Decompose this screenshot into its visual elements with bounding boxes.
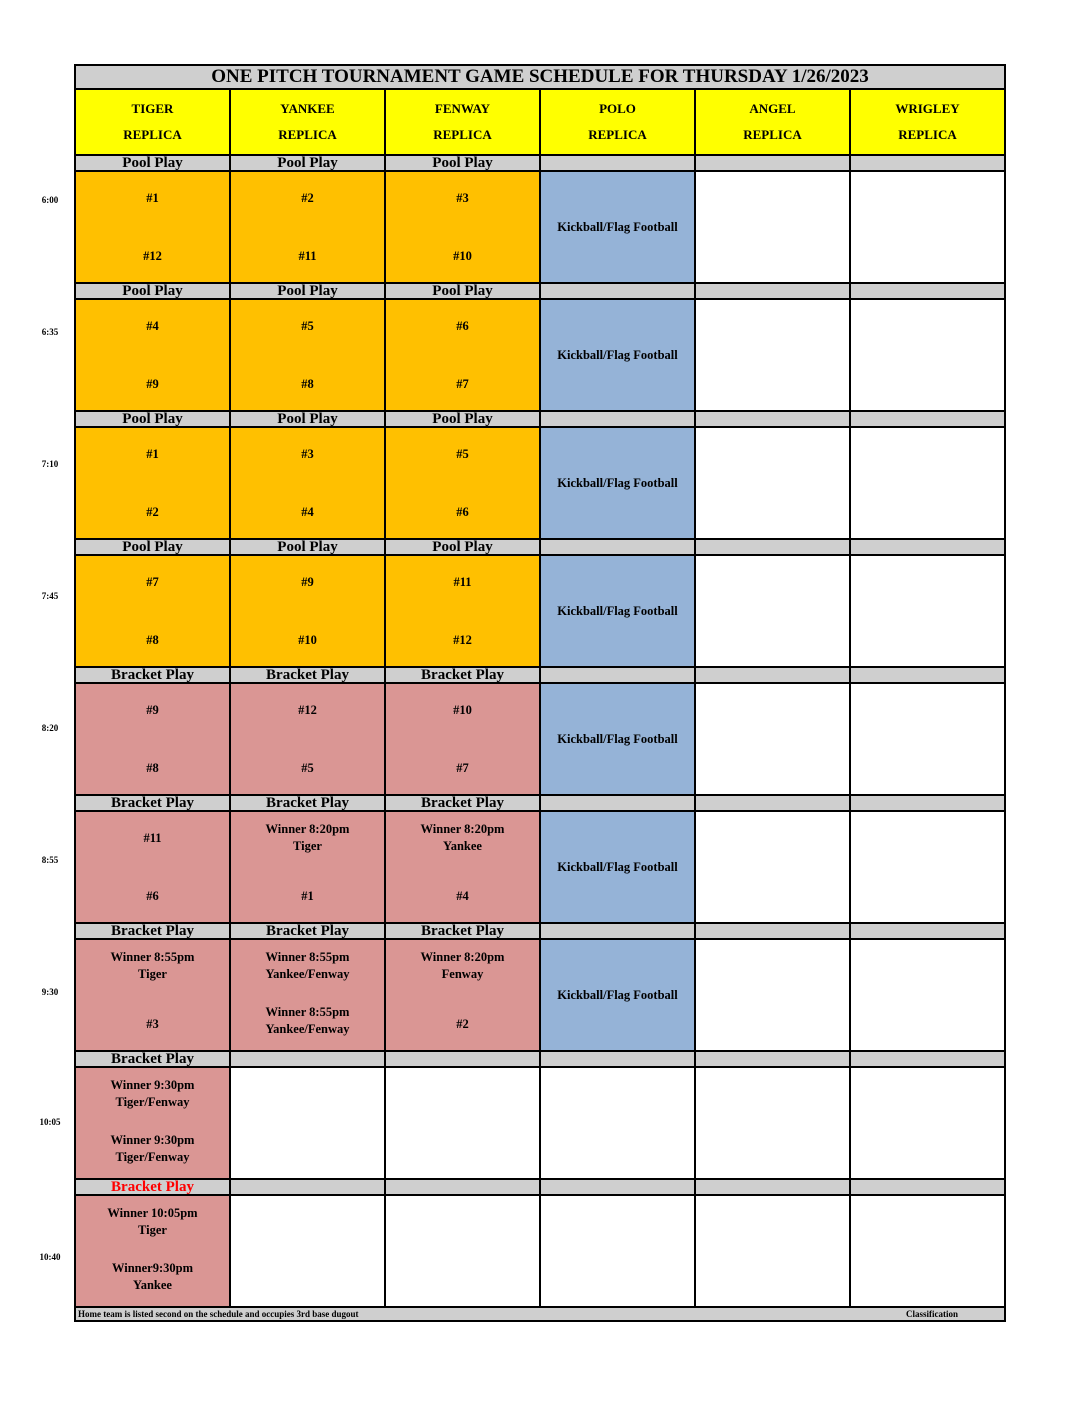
play-type-label — [540, 539, 695, 555]
team-line: Winner9:30pm — [111, 1261, 194, 1275]
team-line: Tiger — [138, 1223, 167, 1237]
time-label: 7:10 — [41, 459, 59, 469]
empty-cell — [695, 1067, 850, 1179]
team-away — [388, 190, 537, 207]
play-type-label — [695, 1051, 850, 1067]
team-line: #12 — [298, 703, 317, 717]
field-type: REPLICA — [278, 127, 337, 142]
play-type-label — [540, 923, 695, 939]
team-line: #6 — [456, 319, 469, 333]
team-home — [233, 376, 382, 393]
kickball-cell: Kickball/Flag Football — [540, 683, 695, 795]
play-type-label: Bracket Play — [75, 795, 230, 811]
empty-cell — [230, 1195, 385, 1307]
field-name: TIGER — [131, 101, 174, 116]
slot-game-row — [75, 683, 1005, 795]
team-away — [78, 574, 227, 591]
kickball-cell: Kickball/Flag Football — [540, 811, 695, 923]
empty-cell — [695, 427, 850, 539]
play-type-label: Pool Play — [230, 539, 385, 555]
team-line: #6 — [456, 505, 469, 519]
field-header-angel — [695, 89, 850, 155]
game-cell — [75, 1067, 230, 1179]
team-away — [233, 318, 382, 335]
play-type-label — [850, 539, 1005, 555]
team-away — [78, 1205, 227, 1239]
play-type-label: Bracket Play — [385, 923, 540, 939]
play-type-label: Bracket Play — [230, 667, 385, 683]
empty-cell — [850, 427, 1005, 539]
team-line: Winner 8:55pm — [265, 950, 350, 964]
empty-cell — [385, 1067, 540, 1179]
play-type-label — [850, 923, 1005, 939]
team-line: #8 — [146, 633, 159, 647]
team-line: #5 — [301, 319, 314, 333]
team-home — [388, 376, 537, 393]
slot-label-row — [75, 795, 1005, 811]
game-cell — [75, 939, 230, 1051]
slot-label-row — [75, 283, 1005, 299]
team-home — [78, 632, 227, 649]
team-away — [233, 190, 382, 207]
team-line: #7 — [456, 761, 469, 775]
play-type-label — [540, 155, 695, 171]
team-line: #7 — [146, 575, 159, 589]
field-type: REPLICA — [123, 127, 182, 142]
time-slots — [75, 155, 1005, 1307]
team-line: #2 — [146, 505, 159, 519]
team-line: #2 — [301, 191, 314, 205]
team-line: #8 — [301, 377, 314, 391]
team-away — [78, 190, 227, 207]
team-line: #3 — [301, 447, 314, 461]
team-home — [233, 888, 382, 905]
play-type-label — [540, 1179, 695, 1195]
play-type-label — [850, 1051, 1005, 1067]
play-type-label — [850, 283, 1005, 299]
play-type-label — [385, 1051, 540, 1067]
team-home — [78, 888, 227, 905]
play-type-label — [540, 283, 695, 299]
team-line: #1 — [146, 447, 159, 461]
field-name: FENWAY — [434, 101, 491, 116]
game-cell — [75, 427, 230, 539]
empty-cell — [695, 1195, 850, 1307]
play-type-label: Bracket Play — [75, 1051, 230, 1067]
field-header-polo — [540, 89, 695, 155]
team-line: Tiger — [138, 967, 167, 981]
empty-cell — [850, 939, 1005, 1051]
empty-cell — [850, 555, 1005, 667]
field-type: REPLICA — [898, 127, 957, 142]
field-name: WRIGLEY — [895, 101, 960, 116]
team-away — [78, 702, 227, 719]
team-line: #12 — [453, 633, 472, 647]
team-away — [78, 830, 227, 847]
game-cell — [385, 299, 540, 411]
field-type: REPLICA — [743, 127, 802, 142]
schedule-title: ONE PITCH TOURNAMENT GAME SCHEDULE FOR THURSDAY 1/26/2023 — [75, 65, 1005, 89]
team-home — [78, 504, 227, 521]
team-line: #11 — [143, 831, 162, 845]
team-line: Winner 9:30pm — [110, 1133, 195, 1147]
team-away — [78, 318, 227, 335]
play-type-label — [850, 1179, 1005, 1195]
team-away — [78, 446, 227, 463]
team-line: #6 — [146, 889, 159, 903]
game-cell — [385, 939, 540, 1051]
footer-classification: Classification — [906, 1308, 959, 1319]
team-line: Winner 8:20pm — [420, 950, 505, 964]
team-home — [388, 760, 537, 777]
empty-cell — [850, 1195, 1005, 1307]
game-cell — [385, 171, 540, 283]
game-cell — [230, 555, 385, 667]
play-type-label: Pool Play — [385, 411, 540, 427]
field-type: REPLICA — [588, 127, 647, 142]
play-type-label — [540, 795, 695, 811]
team-line: Winner 8:20pm — [265, 822, 350, 836]
team-line: #5 — [456, 447, 469, 461]
time-label: 9:30 — [41, 987, 59, 997]
empty-cell — [850, 683, 1005, 795]
team-line: #5 — [301, 761, 314, 775]
play-type-label — [695, 283, 850, 299]
play-type-label: Bracket Play — [75, 667, 230, 683]
team-line: #9 — [146, 377, 159, 391]
footer — [75, 1307, 1005, 1321]
play-type-label — [540, 411, 695, 427]
time-label: 10:05 — [39, 1117, 61, 1127]
kickball-cell: Kickball/Flag Football — [540, 299, 695, 411]
slot-label-row — [75, 411, 1005, 427]
team-line: Yankee/Fenway — [265, 967, 350, 981]
game-cell — [230, 299, 385, 411]
empty-cell — [230, 1067, 385, 1179]
empty-cell — [695, 683, 850, 795]
team-line: Winner 8:55pm — [110, 950, 195, 964]
game-cell — [385, 555, 540, 667]
empty-cell — [850, 171, 1005, 283]
game-cell — [75, 555, 230, 667]
slot-label-row — [75, 539, 1005, 555]
team-home — [78, 760, 227, 777]
team-line: Winner 10:05pm — [107, 1206, 198, 1220]
team-away — [78, 949, 227, 983]
team-home — [78, 1016, 227, 1033]
play-type-label: Pool Play — [75, 539, 230, 555]
game-cell — [385, 427, 540, 539]
field-header-tiger — [75, 89, 230, 155]
empty-cell — [695, 939, 850, 1051]
field-type: REPLICA — [433, 127, 492, 142]
field-name: POLO — [599, 101, 636, 116]
game-cell — [230, 683, 385, 795]
team-line: #11 — [453, 575, 472, 589]
team-home — [388, 248, 537, 265]
play-type-label: Bracket Play — [75, 923, 230, 939]
play-type-label: Pool Play — [230, 155, 385, 171]
field-header-fenway — [385, 89, 540, 155]
time-label: 8:55 — [41, 855, 59, 865]
team-line: #10 — [453, 703, 472, 717]
team-line: #4 — [301, 505, 314, 519]
team-line: #1 — [146, 191, 159, 205]
team-line: #3 — [456, 191, 469, 205]
kickball-cell: Kickball/Flag Football — [540, 171, 695, 283]
field-name: ANGEL — [749, 101, 796, 116]
team-line: Tiger/Fenway — [115, 1150, 190, 1164]
team-line: #8 — [146, 761, 159, 775]
play-type-label — [540, 667, 695, 683]
slot-label-row — [75, 923, 1005, 939]
team-home — [78, 1132, 227, 1166]
time-label: 7:45 — [41, 591, 59, 601]
team-away — [233, 446, 382, 463]
play-type-label — [850, 155, 1005, 171]
time-label: 6:35 — [41, 327, 59, 337]
play-type-label: Pool Play — [385, 283, 540, 299]
slot-game-row — [75, 299, 1005, 411]
play-type-label: Bracket Play — [230, 795, 385, 811]
game-cell — [75, 1195, 230, 1307]
team-line: #4 — [146, 319, 159, 333]
play-type-label: Pool Play — [75, 411, 230, 427]
team-away — [388, 446, 537, 463]
team-home — [78, 248, 227, 265]
play-type-label: Bracket Play — [385, 795, 540, 811]
slot-label-row — [75, 1051, 1005, 1067]
play-type-label — [230, 1179, 385, 1195]
slot-game-row — [75, 939, 1005, 1051]
game-cell — [385, 811, 540, 923]
play-type-label: Bracket Play — [230, 923, 385, 939]
footer-note: Home team is listed second on the schedule and occupies 3rd base dugout — [78, 1308, 359, 1319]
team-home — [388, 888, 537, 905]
team-home — [388, 504, 537, 521]
play-type-label — [695, 795, 850, 811]
play-type-label: Pool Play — [230, 411, 385, 427]
game-cell — [385, 683, 540, 795]
team-home — [233, 248, 382, 265]
team-line: Tiger — [293, 839, 322, 853]
team-home — [233, 1004, 382, 1038]
team-line: #9 — [146, 703, 159, 717]
team-away — [388, 821, 537, 855]
team-line: #3 — [146, 1017, 159, 1031]
team-away — [388, 949, 537, 983]
play-type-label — [850, 795, 1005, 811]
slot-label-row — [75, 155, 1005, 171]
team-line: #1 — [301, 889, 314, 903]
team-line: #7 — [456, 377, 469, 391]
slot-game-row — [75, 1067, 1005, 1179]
kickball-cell: Kickball/Flag Football — [540, 939, 695, 1051]
team-away — [388, 574, 537, 591]
play-type-label — [695, 1179, 850, 1195]
team-away — [233, 574, 382, 591]
team-home — [388, 1016, 537, 1033]
empty-cell — [385, 1195, 540, 1307]
slot-label-row — [75, 1179, 1005, 1195]
team-line: Fenway — [441, 967, 484, 981]
play-type-label — [695, 667, 850, 683]
empty-cell — [540, 1195, 695, 1307]
slot-game-row — [75, 555, 1005, 667]
time-label: 6:00 — [41, 195, 59, 205]
empty-cell — [695, 299, 850, 411]
team-away — [388, 318, 537, 335]
game-cell — [230, 427, 385, 539]
play-type-label — [850, 667, 1005, 683]
play-type-label — [850, 411, 1005, 427]
team-line: #11 — [298, 249, 317, 263]
team-away — [388, 702, 537, 719]
play-type-label: Pool Play — [385, 155, 540, 171]
empty-cell — [695, 555, 850, 667]
game-cell — [75, 299, 230, 411]
empty-cell — [540, 1067, 695, 1179]
field-header-yankee — [230, 89, 385, 155]
time-label: 8:20 — [41, 723, 59, 733]
empty-cell — [695, 811, 850, 923]
field-name: YANKEE — [280, 101, 335, 116]
game-cell — [230, 171, 385, 283]
play-type-label — [385, 1179, 540, 1195]
game-cell — [75, 811, 230, 923]
game-cell — [75, 683, 230, 795]
team-line: #10 — [298, 633, 317, 647]
play-type-label: Pool Play — [385, 539, 540, 555]
slot-label-row — [75, 667, 1005, 683]
team-line: Tiger/Fenway — [115, 1095, 190, 1109]
schedule-table — [74, 64, 1006, 1322]
time-column — [0, 0, 74, 1408]
game-cell — [230, 939, 385, 1051]
team-away — [233, 702, 382, 719]
team-line: Yankee/Fenway — [265, 1022, 350, 1036]
team-home — [233, 632, 382, 649]
team-home — [78, 376, 227, 393]
empty-cell — [850, 299, 1005, 411]
team-away — [78, 1077, 227, 1111]
play-type-label — [230, 1051, 385, 1067]
slot-game-row — [75, 811, 1005, 923]
play-type-label — [695, 155, 850, 171]
team-line: #2 — [456, 1017, 469, 1031]
play-type-label — [695, 539, 850, 555]
slot-game-row — [75, 427, 1005, 539]
team-home — [78, 1260, 227, 1294]
team-line: #10 — [453, 249, 472, 263]
empty-cell — [850, 1067, 1005, 1179]
slot-game-row — [75, 171, 1005, 283]
empty-cell — [850, 811, 1005, 923]
team-line: #12 — [143, 249, 162, 263]
play-type-label: Pool Play — [230, 283, 385, 299]
team-away — [233, 821, 382, 855]
play-type-label — [695, 923, 850, 939]
team-away — [233, 949, 382, 983]
play-type-label: Bracket Play — [75, 1179, 230, 1195]
team-home — [233, 504, 382, 521]
kickball-cell: Kickball/Flag Football — [540, 427, 695, 539]
empty-cell — [695, 171, 850, 283]
team-line: Yankee — [133, 1278, 172, 1292]
team-line: Winner 8:20pm — [420, 822, 505, 836]
slot-game-row — [75, 1195, 1005, 1307]
play-type-label — [540, 1051, 695, 1067]
field-header-wrigley — [850, 89, 1005, 155]
play-type-label: Bracket Play — [385, 667, 540, 683]
play-type-label — [695, 411, 850, 427]
team-home — [233, 760, 382, 777]
game-cell — [75, 171, 230, 283]
team-line: Winner 8:55pm — [265, 1005, 350, 1019]
game-cell — [230, 811, 385, 923]
kickball-cell: Kickball/Flag Football — [540, 555, 695, 667]
team-line: #9 — [301, 575, 314, 589]
play-type-label: Pool Play — [75, 283, 230, 299]
time-label: 10:40 — [39, 1252, 61, 1262]
play-type-label: Pool Play — [75, 155, 230, 171]
team-line: Yankee — [443, 839, 482, 853]
team-home — [388, 632, 537, 649]
team-line: #4 — [456, 889, 469, 903]
team-line: Winner 9:30pm — [110, 1078, 195, 1092]
